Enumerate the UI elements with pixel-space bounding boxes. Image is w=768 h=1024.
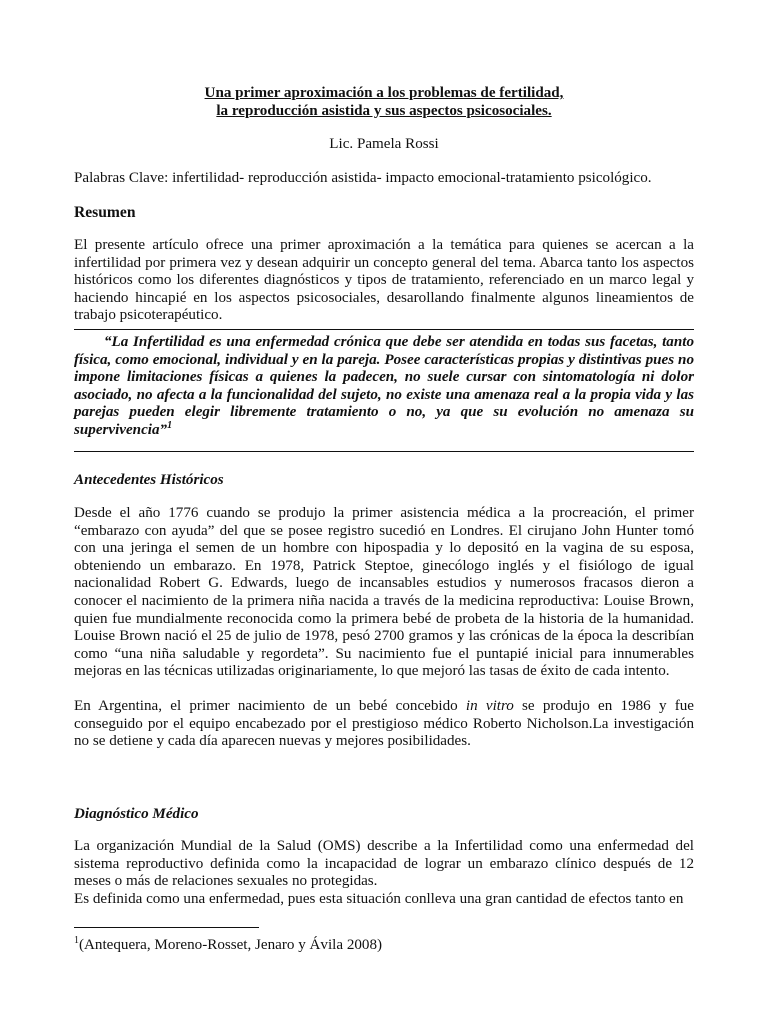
quote-block (74, 334, 694, 440)
antecedentes-p2-b: se produjo en 1986 y fue conseguido por el equipo encabezado por el prestigioso médico Roberto Nicholson.La investigación no se detiene y cada día aparecen nuevas y mejores posibilidades. (74, 698, 694, 750)
diagnostico-paragraph-2: Es definida como una enfermedad, pues esta situación conlleva una gran cantidad de efectos tanto en (74, 891, 684, 907)
author: Lic. Pamela Rossi (329, 136, 439, 152)
diagnostico-heading: Diagnóstico Médico (74, 806, 199, 822)
keywords: Palabras Clave: infertilidad- reproducción asistida- impacto emocional-tratamiento psicológico. (74, 170, 652, 186)
title-line-1: Una primer aproximación a los problemas de fertilidad, (204, 85, 564, 101)
diagnostico-paragraph-1: La organización Mundial de la Salud (OMS) describe a la Infertilidad como una enfermedad del sistema reproductivo definida como la incapacidad de lograr un embarazo clínico después de 12 meses o más de relaciones sexuales no protegidas. (74, 838, 694, 890)
footnote-text: (Antequera, Moreno-Rosset, Jenaro y Ávila 2008) (79, 937, 383, 953)
antecedentes-paragraph-2 (74, 698, 694, 751)
in-vitro-italic: in vitro (465, 698, 514, 714)
resumen-text: El presente artículo ofrece una primer aproximación a la temática para quienes se acercan a la infertilidad por primera vez y desean adquirir un concepto general del tema. Abarca tanto los aspectos históricos como los diferentes diagnósticos y tipos de tratamiento, referenciado en un marco legal y haciendo hincapié en los aspectos psicosociales, desarollando finalmente algunos lineamientos de trabajo psicoterapéutico. (74, 237, 694, 324)
quote-footnote-mark: 1 (167, 419, 173, 431)
document-title (74, 85, 694, 120)
footnote (74, 937, 382, 955)
quote-bottom-rule (74, 451, 694, 452)
antecedentes-paragraph-1: Desde el año 1776 cuando se produjo la primer asistencia médica a la procreación, el primer “embarazo con ayuda” del que se posee registro sucedió en Londres. El cirujano John Hunter tomó con una jeringa el semen de un hombre con hipospadia y lo depositó en la vagina de su esposa, obteniendo un embarazo. En 1978, Patrick Steptoe, ginecólogo inglés y el fisiólogo de igual nacionalidad Robert G. Edwards, luego de incansables estudios y numerosos fracasos dieron a conocer el nacimiento de la primera niña nacida a través de la medicina reproductiva: Louise Brown, quien fue mundialmente reconocida como la primera bebé de probeta de la historia de la humanidad. Louise Brown nació el 25 de julio de 1978, pesó 2700 gramos y las crónicas de la época la describían como “una niña saludable y regordeta”. Su nacimiento fue el puntapié inicial para innumerables mejoras en las técnicas utilizadas originariamente, lo que mejoró las tasas de éxito de cada intento. (74, 505, 694, 680)
antecedentes-heading: Antecedentes Históricos (74, 472, 224, 488)
footnote-mark: 1 (74, 935, 79, 946)
quote-text: “La Infertilidad es una enfermedad crónica que debe ser atendida en todas sus facetas, tanto física, como emocional, individual y en la pareja. Posee características propias y distintivas pues no impone limitaciones físicas a quienes la padecen, no suele cursar con sintomatología ni dolor asociado, no afecta a la funcionalidad del sujeto, no existe una amenaza real a la propia vida y las parejas pueden elegir libremente tratamiento o no, ya que su evolución no amenaza su supervivencia” (74, 334, 694, 438)
footnote-separator (74, 927, 259, 928)
antecedentes-p2-a: En Argentina, el primer nacimiento de un bebé concebido (74, 698, 466, 714)
resumen-heading: Resumen (74, 204, 136, 221)
quote-top-rule (74, 329, 694, 330)
title-line-2: la reproducción asistida y sus aspectos psicosociales. (216, 102, 552, 119)
